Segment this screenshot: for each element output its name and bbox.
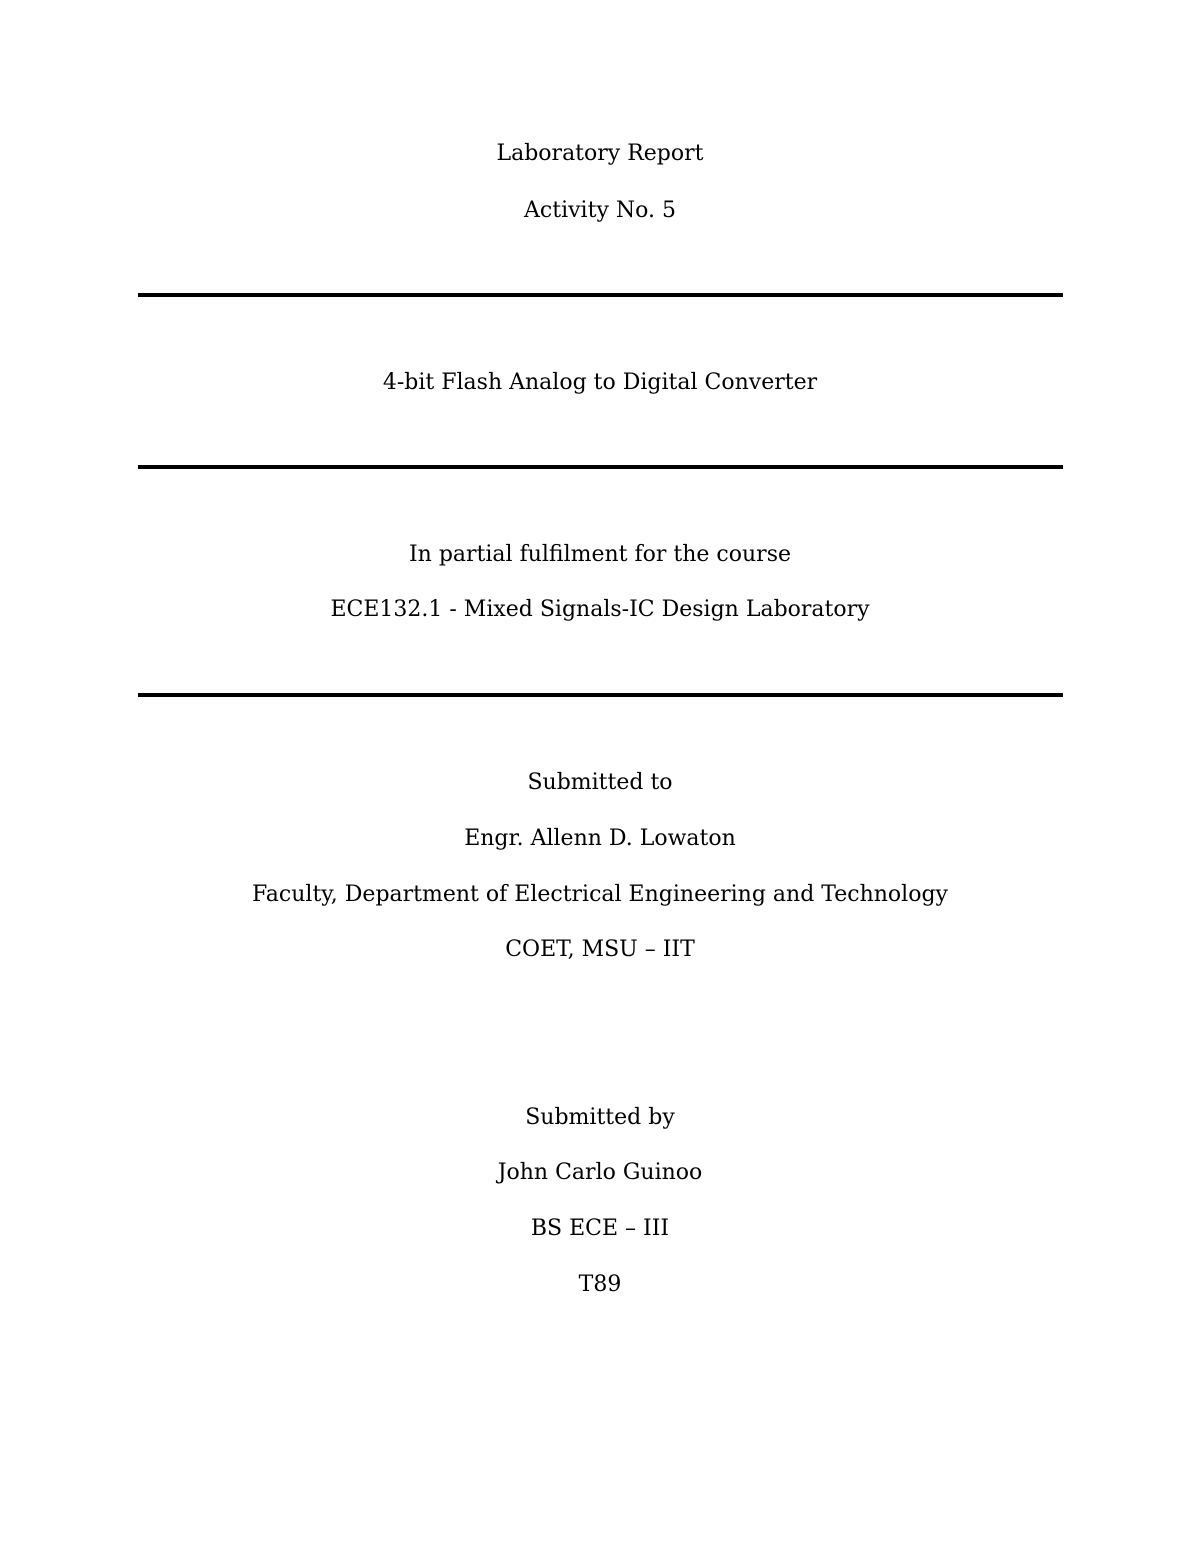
- divider-rule: [138, 293, 1063, 297]
- submitted-by-label: Submitted by: [525, 1105, 675, 1130]
- instructor-name: Engr. Allenn D. Lowaton: [464, 826, 736, 851]
- course-name: ECE132.1 - Mixed Signals-IC Design Laboratory: [330, 597, 870, 622]
- report-title: Laboratory Report: [496, 141, 704, 166]
- student-program: BS ECE – III: [530, 1216, 670, 1241]
- student-schedule: T89: [578, 1272, 622, 1297]
- student-name: John Carlo Guinoo: [497, 1160, 703, 1185]
- activity-number: Activity No. 5: [524, 198, 676, 223]
- divider-rule: [138, 693, 1063, 697]
- divider-rule: [138, 465, 1063, 469]
- instructor-institution: COET, MSU – IIT: [505, 937, 695, 962]
- course-intro: In partial fulfilment for the course: [408, 542, 791, 567]
- submitted-to-label: Submitted to: [527, 770, 673, 795]
- instructor-position: Faculty, Department of Electrical Engineering and Technology: [252, 882, 948, 907]
- activity-topic: 4-bit Flash Analog to Digital Converter: [382, 370, 818, 395]
